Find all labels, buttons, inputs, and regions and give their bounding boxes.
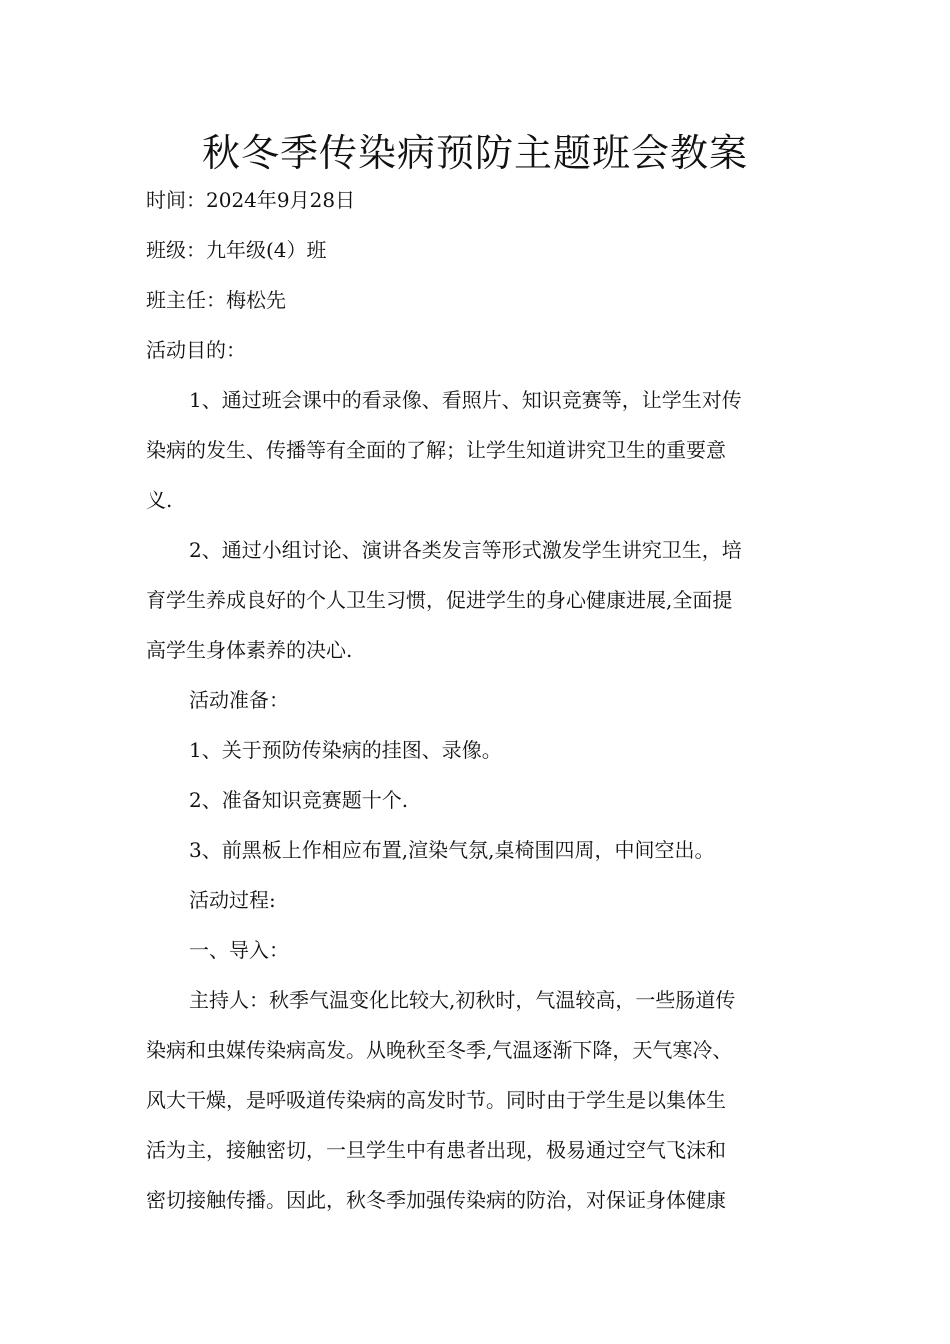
section-heading-preparation: 活动准备： [189, 688, 289, 712]
meta-teacher: 班主任：梅松先 [146, 288, 286, 312]
meta-date: 时间：2024年9月28日 [146, 188, 356, 212]
paragraph-line: 育学生养成良好的个人卫生习惯，促进学生的身心健康进展,全面提 [146, 588, 733, 612]
meta-class: 班级：九年级(4）班 [146, 238, 327, 262]
list-item: 1、关于预防传染病的挂图、录像。 [189, 738, 502, 762]
paragraph-line: 2、通过小组讨论、演讲各类发言等形式激发学生讲究卫生，培 [189, 538, 742, 562]
paragraph-line: 高学生身体素养的决心. [146, 638, 353, 662]
paragraph-line: 密切接触传播。因此，秋冬季加强传染病的防治，对保证身体健康 [146, 1188, 726, 1212]
section-heading-goals: 活动目的： [146, 338, 246, 362]
paragraph-line: 活为主，接触密切，一旦学生中有患者出现，极易通过空气飞沫和 [146, 1138, 726, 1162]
paragraph-line: 1、通过班会课中的看录像、看照片、知识竞赛等，让学生对传 [189, 388, 742, 412]
document-title: 秋冬季传染病预防主题班会教案 [201, 131, 748, 175]
paragraph-line: 染病和虫媒传染病高发。从晚秋至冬季,气温逐渐下降，天气寒冷、 [146, 1038, 733, 1062]
list-item: 3、前黑板上作相应布置,渲染气氛,桌椅围四周，中间空出。 [189, 838, 715, 862]
paragraph-line: 主持人：秋季气温变化比较大,初秋时，气温较高，一些肠道传 [189, 988, 736, 1012]
section-heading-process: 活动过程: [189, 888, 276, 912]
paragraph-line: 义. [146, 488, 173, 512]
paragraph-line: 风大干燥，是呼吸道传染病的高发时节。同时由于学生是以集体生 [146, 1088, 726, 1112]
subsection-heading-intro: 一、导入： [189, 938, 289, 962]
list-item: 2、准备知识竞赛题十个. [189, 788, 409, 812]
paragraph-line: 染病的发生、传播等有全面的了解；让学生知道讲究卫生的重要意 [146, 438, 726, 462]
